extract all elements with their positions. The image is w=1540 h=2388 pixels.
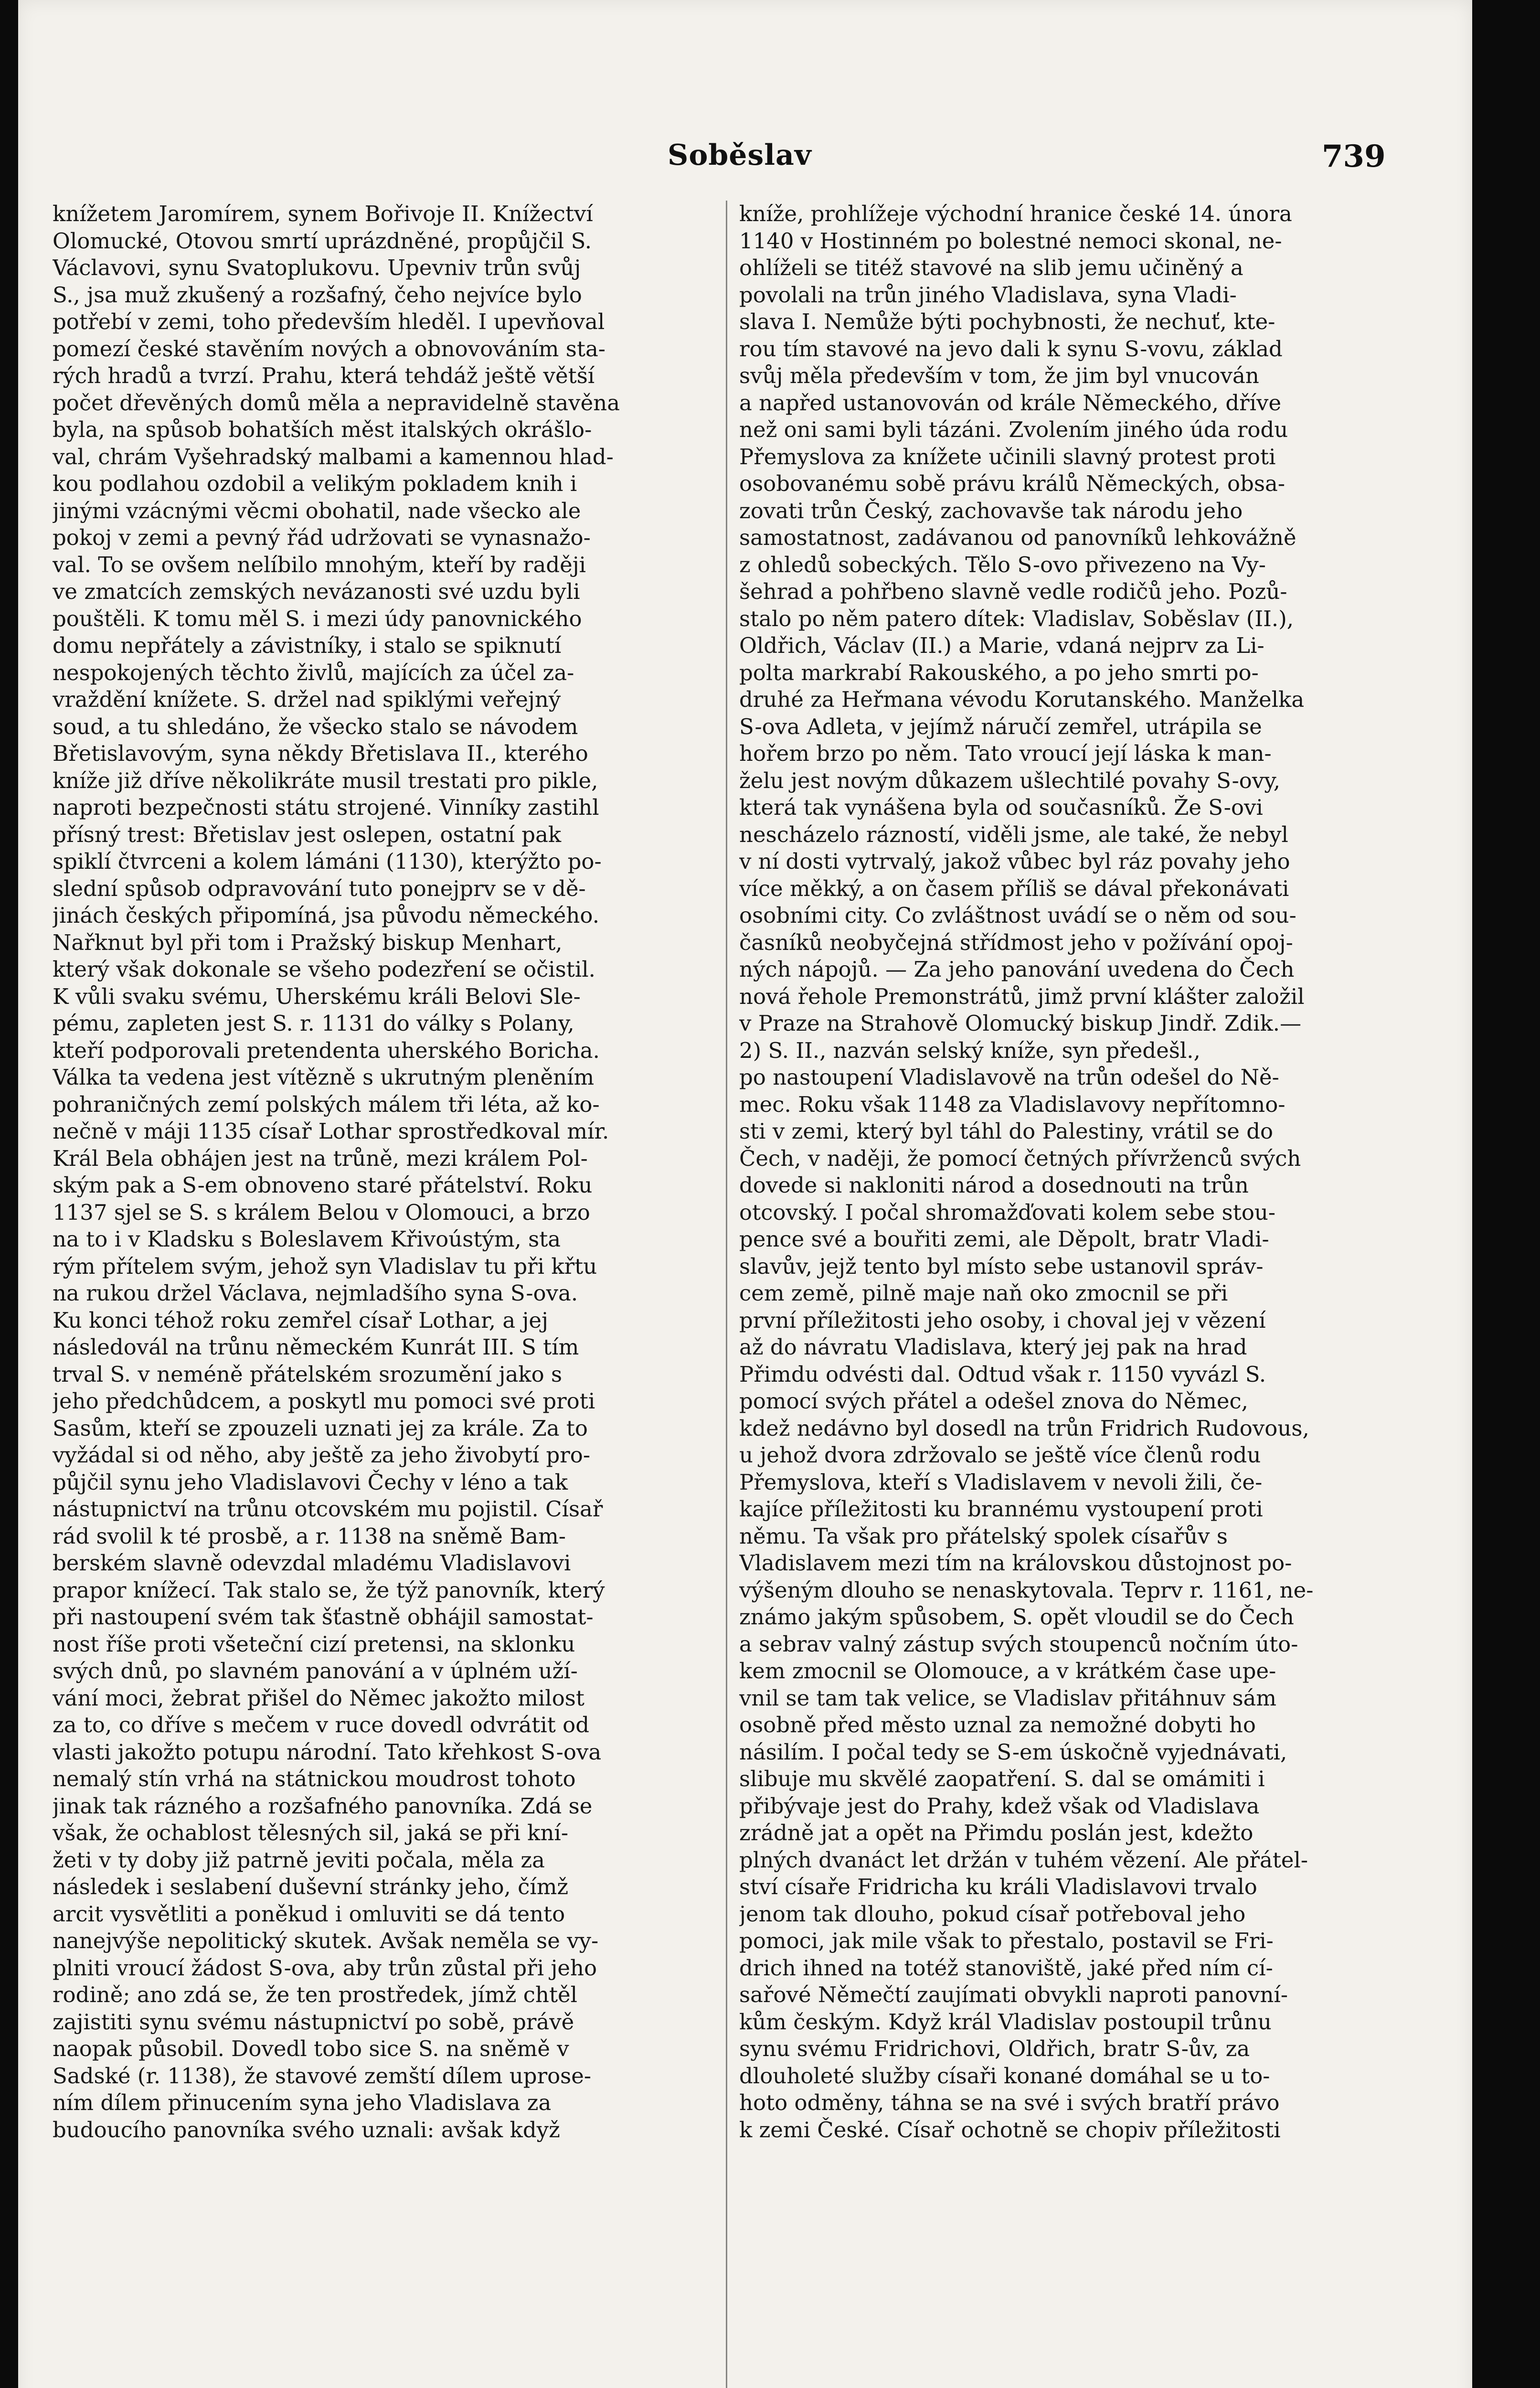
text-line: z ohledů sobeckých. Tělo S-ovo přivezeno na Vy- — [739, 552, 1266, 577]
text-line: jinými vzácnými věcmi obohatil, nade všecko ale — [53, 498, 581, 523]
left-text-column — [53, 201, 726, 2143]
text-line: Král Bela obhájen jest na trůně, mezi králem Pol- — [53, 1145, 588, 1171]
text-line: nečně v máji 1135 císař Lothar sprostředkoval mír. — [53, 1119, 609, 1144]
page-header — [18, 139, 1472, 181]
text-line: která tak vynášena byla od současníků. Že S-ovi — [739, 795, 1263, 820]
text-line: rodině; ano zdá se, že ten prostředek, jímž chtěl — [53, 1982, 578, 2007]
text-line: potřebí v zemi, toho především hleděl. I upevňoval — [53, 309, 605, 334]
text-line: šehrad a pohřbeno slavně vedle rodičů jeho. Pozů- — [739, 579, 1287, 604]
text-line: pouštěli. K tomu měl S. i mezi údy panovnického — [53, 606, 582, 631]
text-line: trval S. v neméně přátelském srozumění jako s — [53, 1361, 563, 1387]
text-line: slední spůsob odpravování tuto ponejprv se v dě- — [53, 875, 586, 901]
text-line: vlasti jakožto potupu národní. Tato křehkost S-ova — [53, 1739, 602, 1765]
text-line: vání moci, žebrat přišel do Němec jakožto milost — [53, 1685, 584, 1711]
text-line: kníže již dříve několikráte musil trestati pro pikle, — [53, 768, 598, 793]
text-line: pomocí svých přátel a odešel znova do Němec, — [739, 1388, 1248, 1414]
text-line: a sebrav valný zástup svých stoupenců nočním úto- — [739, 1631, 1298, 1657]
text-line: kem zmocnil se Olomouce, a v krátkém čase upe- — [739, 1658, 1276, 1684]
text-line: kdež nedávno byl dosedl na trůn Fridrich Rudovous, — [739, 1415, 1309, 1441]
text-line: nemalý stín vrhá na státnickou moudrost tohoto — [53, 1766, 576, 1791]
text-line: první příležitosti jeho osoby, i choval jej v vězení — [739, 1307, 1266, 1333]
text-line: domu nepřátely a závistníky, i stalo se spiknutí — [53, 633, 562, 658]
text-line: slava I. Nemůže býti pochybnosti, že nechuť, kte- — [739, 309, 1275, 334]
text-line: polta markrabí Rakouského, a po jeho smrti po- — [739, 660, 1259, 685]
text-line: 1137 sjel se S. s králem Belou v Olomouci, a brzo — [53, 1199, 590, 1225]
text-line: rých hradů a tvrzí. Prahu, která tehdáž ještě větší — [53, 363, 595, 388]
text-line: Válka ta vedena jest vítězně s ukrutným pleněním — [53, 1065, 595, 1090]
text-line: Oldřich, Václav (II.) a Marie, vdaná nejprv za Li- — [739, 633, 1264, 658]
text-line: při nastoupení svém tak šťastně obhájil samostat- — [53, 1604, 594, 1630]
text-line: kteří podporovali pretendenta uherského Boricha. — [53, 1037, 600, 1063]
text-line: půjčil synu jeho Vladislavovi Čechy v léno a tak — [53, 1469, 568, 1495]
text-line: naproti bezpečnosti státu strojené. Vinníky zastihl — [53, 795, 599, 820]
text-line: který však dokonale se všeho podezření se očistil. — [53, 957, 595, 982]
text-line: Václavovi, synu Svatoplukovu. Upevniv trůn svůj — [53, 255, 581, 280]
text-line: až do návratu Vladislava, který jej pak na hrad — [739, 1334, 1247, 1360]
text-line: nespokojených těchto živlů, majících za účel za- — [53, 660, 574, 685]
text-line: Vladislavem mezi tím na královskou důstojnost po- — [739, 1550, 1292, 1576]
text-line: plných dvanáct let držán v tuhém vězení. Ale přátel- — [739, 1847, 1308, 1873]
text-line: druhé za Heřmana vévodu Korutanského. Manželka — [739, 687, 1305, 712]
text-line: hořem brzo po něm. Tato vroucí její láska k man- — [739, 741, 1272, 766]
text-line: pému, zapleten jest S. r. 1131 do války s Polany, — [53, 1011, 574, 1036]
text-line: žeti v ty doby již patrně jeviti počala, měla za — [53, 1847, 545, 1873]
text-line: přibývaje jest do Prahy, kdež však od Vladislava — [739, 1793, 1260, 1819]
text-line: prapor knížecí. Tak stalo se, že týž panovník, který — [53, 1577, 605, 1603]
text-line: soud, a tu shledáno, že všecko stalo se návodem — [53, 714, 578, 739]
text-line: pokoj v zemi a pevný řád udržovati se vynasnažo- — [53, 525, 591, 550]
text-line: val. To se ovšem nelíbilo mnohým, kteří by raději — [53, 552, 586, 577]
text-line: kům českým. Když král Vladislav postoupil trůnu — [739, 2009, 1272, 2035]
text-line: zovati trůn Český, zachovavše tak národu jeho — [739, 498, 1243, 523]
text-line: za to, co dříve s mečem v ruce dovedl odvrátit od — [53, 1712, 590, 1738]
text-line: v Praze na Strahově Olomucký biskup Jindř. Zdik.— — [739, 1011, 1302, 1036]
text-line: kou podlahou ozdobil a velikým pokladem knih i — [53, 471, 577, 496]
text-line: svůj měla především v tom, že jim byl vnucován — [739, 363, 1259, 388]
text-line: hoto odměny, táhna se na své i svých bratří právo — [739, 2090, 1280, 2115]
text-line: nová řehole Premonstrátů, jimž první klášter založil — [739, 983, 1305, 1009]
text-line: a napřed ustanovován od krále Německého, dříve — [739, 390, 1282, 416]
text-line: rým přítelem svým, jehož syn Vladislav tu při křtu — [53, 1253, 597, 1279]
text-line: val, chrám Vyšehradský malbami a kamennou hlad- — [53, 444, 614, 469]
text-line: časníků neobyčejná střídmost jeho v požívání opoj- — [739, 929, 1293, 955]
text-line: nescházelo rázností, viděli jsme, ale také, že nebyl — [739, 821, 1288, 847]
text-line: osobními city. Co zvláštnost uvádí se o něm od sou- — [739, 903, 1296, 928]
text-line: vnil se tam tak velice, se Vladislav přitáhnuv sám — [739, 1685, 1277, 1711]
text-line: pohraničných zemí polských málem tři léta, až ko- — [53, 1091, 600, 1117]
text-line: osobovanému sobě právu králů Německých, obsa- — [739, 471, 1285, 496]
text-line: přísný trest: Břetislav jest oslepen, ostatní pak — [53, 821, 562, 847]
text-line: na to i v Kladsku s Boleslavem Křivoústým, sta — [53, 1226, 561, 1252]
text-line: povolali na trůn jiného Vladislava, syna Vladi- — [739, 282, 1237, 308]
page-number: 739 — [1322, 139, 1386, 174]
text-line: jinách českých připomíná, jsa původu německého. — [53, 903, 600, 928]
text-line: po nastoupení Vladislavově na trůn odešel do Ně- — [739, 1065, 1279, 1090]
text-line: želu jest novým důkazem ušlechtilé povahy S-ovy, — [739, 768, 1281, 793]
text-line: zrádně jat a opět na Přimdu poslán jest, kdežto — [739, 1820, 1253, 1845]
text-line: stalo po něm patero dítek: Vladislav, Soběslav (II.), — [739, 606, 1294, 631]
text-line: Sasům, kteří se zpouzeli uznati jej za krále. Za to — [53, 1415, 588, 1441]
text-line: knížetem Jaromírem, synem Bořivoje II. Knížectví — [53, 201, 593, 226]
text-line: vyžádal si od něho, aby ještě za jeho živobytí pro- — [53, 1442, 591, 1468]
text-line: nost říše proti všeteční cizí pretensi, na sklonku — [53, 1631, 575, 1657]
text-line: vraždění knížete. S. držel nad spiklými veřejný — [53, 687, 561, 712]
text-line: ským pak a S-em obnoveno staré přátelství. Roku — [53, 1173, 593, 1198]
text-line: ství císaře Fridricha ku králi Vladislavovi trvalo — [739, 1874, 1257, 1899]
text-line: ohlíželi se titéž stavové na slib jemu učiněný a — [739, 255, 1243, 280]
text-line: dovede si nakloniti národ a dosednouti na trůn — [739, 1173, 1249, 1198]
text-line: S., jsa muž zkušený a rozšafný, čeho nejvíce bylo — [53, 282, 582, 308]
text-line: jenom tak dlouho, pokud císař potřeboval jeho — [739, 1901, 1246, 1927]
text-line: arcit vysvětliti a poněkud i omluviti se dá tento — [53, 1901, 565, 1927]
text-line: samostatnost, zadávanou od panovníků lehkovážně — [739, 525, 1296, 550]
text-line: kníže, prohlížeje východní hranice české 14. února — [739, 201, 1292, 226]
text-line: v ní dosti vytrvalý, jakož vůbec byl ráz povahy jeho — [739, 849, 1290, 874]
text-line: slavův, jejž tento byl místo sebe ustanovil správ- — [739, 1253, 1264, 1279]
text-line: pomezí české stavěním nových a obnovováním sta- — [53, 336, 605, 362]
document-page — [18, 0, 1472, 2388]
text-line: budoucího panovníka svého uznali: avšak když — [53, 2117, 560, 2143]
text-line: známo jakým spůsobem, S. opět vloudil se do Čech — [739, 1604, 1294, 1630]
text-line: u jehož dvora zdržovalo se ještě více členů rodu — [739, 1442, 1261, 1468]
text-line: následovál na trůnu německém Kunrát III. S tím — [53, 1334, 579, 1360]
text-line: Břetislavovým, syna někdy Břetislava II., kterého — [53, 741, 588, 766]
text-line: ve zmatcích zemských nevázanosti své uzdu byli — [53, 579, 580, 604]
text-line: sti v zemi, který byl táhl do Palestiny, vrátil se do — [739, 1119, 1274, 1144]
text-line: Přemyslova, kteří s Vladislavem v nevoli žili, če- — [739, 1469, 1263, 1495]
text-line: Čech, v naději, že pomocí četných přívrženců svých — [739, 1145, 1301, 1171]
text-line: byla, na spůsob bohatších měst italských okrášlo- — [53, 417, 592, 442]
text-line: na rukou držel Václava, nejmladšího syna S-ova. — [53, 1280, 578, 1306]
running-title: Soběslav — [668, 139, 812, 172]
text-line: Přemyslova za knížete učinili slavný protest proti — [739, 444, 1276, 469]
text-line: naopak působil. Dovedl tobo sice S. na sněmě v — [53, 2036, 569, 2061]
text-line: Ku konci téhož roku zemřel císař Lothar, a jej — [53, 1307, 549, 1333]
text-line: synu svému Fridrichovi, Oldřich, bratr S-ův, za — [739, 2036, 1250, 2061]
text-line: němu. Ta však pro přátelský spolek císařův s — [739, 1523, 1228, 1549]
text-line: více měkký, a on časem příliš se dával překonávati — [739, 875, 1289, 901]
text-line: pence své a bouřiti zemi, ale Děpolt, bratr Vladi- — [739, 1226, 1269, 1252]
text-line: Nařknut byl při tom i Pražský biskup Menhart, — [53, 929, 563, 955]
text-line: svých dnů, po slavném panování a v úplném uží- — [53, 1658, 578, 1684]
text-line: 1140 v Hostinném po bolestné nemoci skonal, ne- — [739, 228, 1282, 254]
text-line: plniti vroucí žádost S-ova, aby trůn zůstal při jeho — [53, 1955, 597, 1981]
text-line: drich ihned na totéž stanoviště, jaké před ním cí- — [739, 1955, 1273, 1981]
text-line: zajistiti synu svému nástupnictví po sobě, právě — [53, 2009, 574, 2035]
text-line: S-ova Adleta, v jejímž náručí zemřel, utrápila se — [739, 714, 1262, 739]
text-line: výšeným dlouho se nenaskytovala. Teprv r. 1161, ne- — [739, 1577, 1314, 1603]
text-line: jeho předchůdcem, a poskytl mu pomoci své proti — [53, 1388, 595, 1414]
text-line: mec. Roku však 1148 za Vladislavovy nepřítomno- — [739, 1091, 1285, 1117]
text-line: K vůli svaku svému, Uherskému králi Belovi Sle- — [53, 983, 581, 1009]
text-line: nanejvýše nepolitický skutek. Avšak neměla se vy- — [53, 1928, 599, 1953]
text-line: otcovský. I počal shromažďovati kolem sebe stou- — [739, 1199, 1276, 1225]
text-line: ných nápojů. — Za jeho panování uvedena do Čech — [739, 957, 1295, 982]
text-line: počet dřevěných domů měla a nepravidelně stavěna — [53, 390, 620, 416]
text-line: následek i seslabení duševní stránky jeho, čímž — [53, 1874, 569, 1899]
text-line: však, že ochablost tělesných sil, jaká se při kní- — [53, 1820, 569, 1845]
text-line: Sadské (r. 1138), že stavové zemští dílem uprose- — [53, 2063, 592, 2089]
text-line: rou tím stavové na jevo dali k synu S-vovu, základ — [739, 336, 1283, 362]
text-line: slibuje mu skvělé zaopatření. S. dal se omámiti i — [739, 1766, 1265, 1791]
text-line: kajíce příležitosti ku brannému vystoupení proti — [739, 1496, 1263, 1522]
text-line: ním dílem přinucením syna jeho Vladislava za — [53, 2090, 552, 2115]
text-line: Olomucké, Otovou smrtí uprázdněné, propůjčil S. — [53, 228, 592, 254]
text-line: cem země, pilně maje naň oko zmocnil se při — [739, 1280, 1228, 1306]
right-text-column — [739, 201, 1413, 2143]
text-line: pomoci, jak mile však to přestalo, postavil se Fri- — [739, 1928, 1274, 1953]
text-line: násilím. I počal tedy se S-em úskočně vyjednávati, — [739, 1739, 1287, 1765]
text-line: 2) S. II., nazván selský kníže, syn předešl., — [739, 1037, 1200, 1063]
text-line: sařové Němečtí zaujímati obvykli naproti panovní- — [739, 1982, 1288, 2007]
text-line: jinak tak rázného a rozšafného panovníka. Zdá se — [53, 1793, 593, 1819]
text-line: k zemi České. Císař ochotně se chopiv příležitosti — [739, 2117, 1281, 2143]
text-line: berském slavně odevzdal mladému Vladislavovi — [53, 1550, 571, 1576]
text-line: než oni sami byli tázáni. Zvolením jiného úda rodu — [739, 417, 1288, 442]
text-line: nástupnictví na trůnu otcovském mu pojistil. Císař — [53, 1496, 603, 1522]
text-line: dlouholeté služby císaři konané domáhal se u to- — [739, 2063, 1270, 2089]
text-line: osobně před město uznal za nemožné dobyti ho — [739, 1712, 1256, 1738]
column-divider — [726, 201, 727, 2388]
text-line: rád svolil k té prosbě, a r. 1138 na sněmě Bam- — [53, 1523, 566, 1549]
text-line: Přimdu odvésti dal. Odtud však r. 1150 vyvázl S. — [739, 1361, 1266, 1387]
text-line: spiklí čtvrceni a kolem lámáni (1130), kterýžto po- — [53, 849, 602, 874]
